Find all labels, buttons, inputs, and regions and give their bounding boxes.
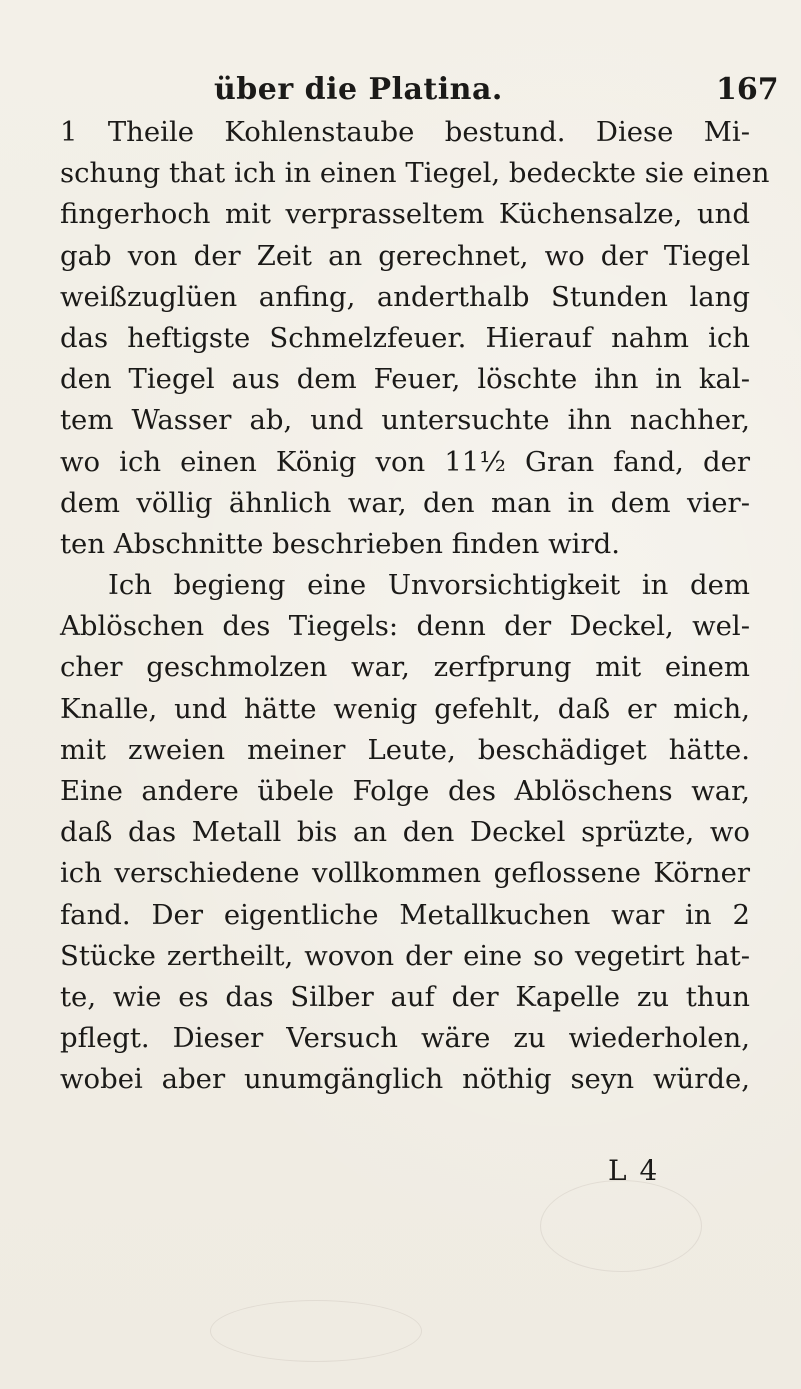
- text-line: weißzuglüen anfing, anderthalb Stunden lang: [60, 280, 750, 313]
- text-line: schung that ich in einen Tiegel, bedeckte sie einen: [60, 157, 770, 190]
- text-line: Ablöschen des Tiegels: denn der Deckel, wel-: [60, 610, 750, 643]
- text-line: gab von der Zeit an gerechnet, wo der Tiegel: [60, 239, 750, 272]
- text-line: fingerhoch mit verprasseltem Küchensalze, und: [60, 198, 750, 231]
- bleed-through-mark: [210, 1300, 422, 1362]
- text-line: cher geschmolzen war, zerfprung mit einem: [60, 651, 750, 684]
- page-number: 167: [716, 72, 779, 107]
- body-text: [60, 112, 770, 1101]
- text-line: den Tiegel aus dem Feuer, löschte ihn in kal-: [60, 363, 750, 396]
- signature-mark: L 4: [608, 1154, 660, 1187]
- text-line: fand. Der eigentliche Metallkuchen war in 2: [60, 898, 750, 931]
- text-line: Ich begieng eine Unvorsichtigkeit in dem: [108, 569, 750, 602]
- text-line: mit zweien meiner Leute, beschädiget hätte.: [60, 733, 750, 766]
- text-line: Stücke zertheilt, wovon der eine so vegetirt hat-: [60, 939, 750, 972]
- text-line: wo ich einen König von 11½ Gran fand, der: [60, 445, 750, 478]
- text-line: Eine andere übele Folge des Ablöschens war,: [60, 775, 750, 807]
- text-line: 1 Theile Kohlenstaube bestund. Diese Mi-: [60, 116, 750, 148]
- text-line: Knalle, und hätte wenig gefehlt, daß er mich,: [60, 692, 750, 725]
- text-line: wobei aber unumgänglich nöthig seyn würde,: [60, 1063, 750, 1096]
- bleed-through-mark: [540, 1180, 702, 1272]
- text-line: ten Abschnitte beschrieben finden wird.: [60, 527, 620, 560]
- text-line: daß das Metall bis an den Deckel sprüzte, wo: [60, 816, 750, 849]
- text-line: dem völlig ähnlich war, den man in dem vier-: [60, 486, 750, 519]
- text-line: te, wie es das Silber auf der Kapelle zu thun: [60, 980, 750, 1013]
- text-line: das heftigste Schmelzfeuer. Hierauf nahm ich: [60, 321, 750, 354]
- text-line: pflegt. Dieser Versuch wäre zu wiederholen,: [60, 1022, 750, 1055]
- text-line: ich verschiedene vollkommen geflossene Körner: [60, 857, 750, 890]
- text-line: tem Wasser ab, und untersuchte ihn nachher,: [60, 404, 750, 437]
- running-title: über die Platina.: [214, 72, 503, 107]
